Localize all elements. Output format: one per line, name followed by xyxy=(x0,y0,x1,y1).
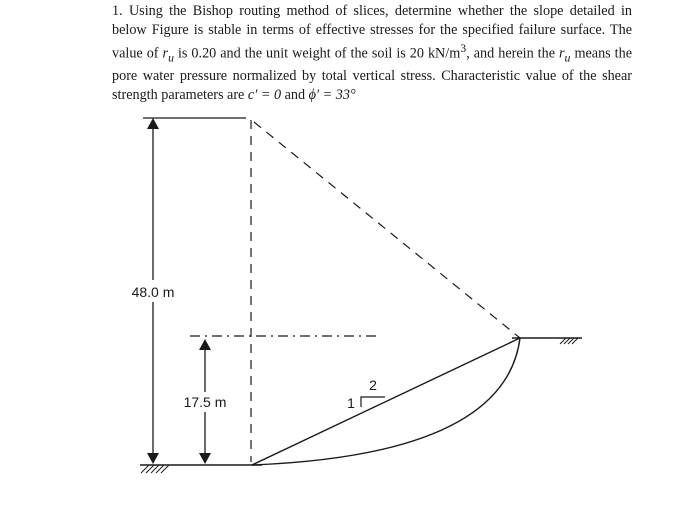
height-arrowhead-top xyxy=(147,118,159,129)
slope-vertical-label: 2 xyxy=(369,377,377,393)
ru-symbol: r xyxy=(162,45,169,62)
ru-subscript-2: u xyxy=(564,50,571,65)
water-label: 17.5 m xyxy=(183,394,227,410)
question-text-part4: means the pore water pressure normalized by total vertical stress. Characteristic value of the shear strength parameters are xyxy=(112,45,633,103)
question-number: 1. xyxy=(112,3,123,19)
question-text-part2: is 0.20 and the unit weight of the soil is 20 kN/m xyxy=(173,45,461,62)
height-arrowhead-bottom xyxy=(147,453,159,464)
and-word: and xyxy=(281,86,309,103)
crest-ground-hatch xyxy=(560,338,578,344)
water-arrowhead-bottom xyxy=(199,453,211,464)
water-arrowhead-top xyxy=(199,339,211,350)
unit-exponent: 3 xyxy=(460,41,467,56)
phi-parameter: ϕ′ = 33° xyxy=(308,86,356,103)
c-parameter: c′ = 0 xyxy=(247,86,282,103)
slope-ratio-triangle xyxy=(361,397,385,407)
height-label: 48.0 m xyxy=(131,284,175,300)
question-text-part1: Using the Bishop routing method of slices, determine whether the slope detailed in below Figure is stable in terms of effective stresses for the specified failure surface. The value of xyxy=(112,3,632,62)
ru-symbol-2: r xyxy=(559,45,565,62)
question-text-part3: , and herein the xyxy=(466,45,559,62)
radius-dashed-line xyxy=(254,122,520,338)
slope-face xyxy=(252,338,520,465)
toe-ground-hatch xyxy=(141,465,169,473)
slope-horizontal-label: 1 xyxy=(347,395,355,411)
ru-subscript: u xyxy=(168,50,174,65)
